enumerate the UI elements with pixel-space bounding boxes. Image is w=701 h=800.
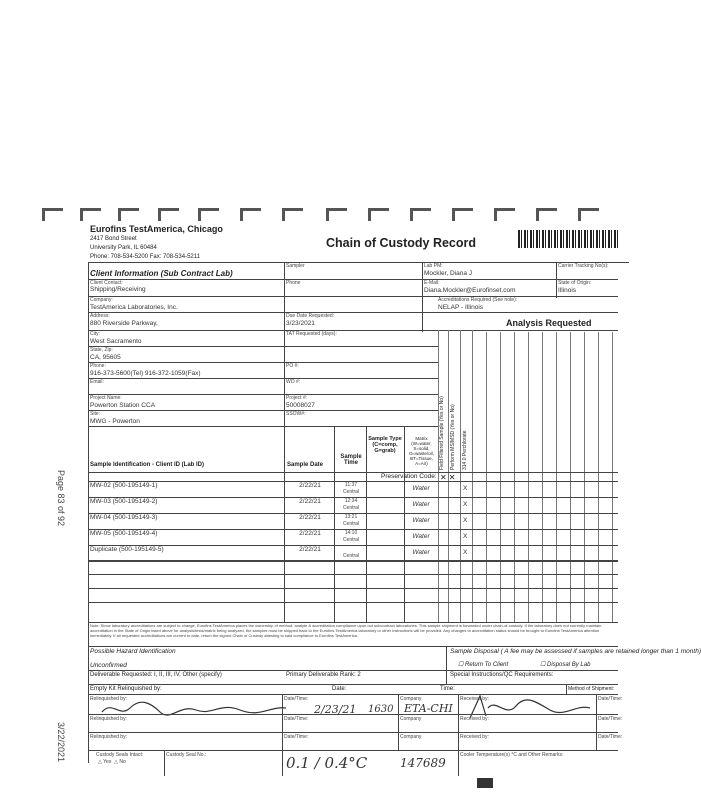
sample-timezone: Central [342,553,360,559]
sample-id: MW-02 (500-195149-1) [90,482,158,489]
relinquished-by-label-1: Relinquished by: [90,696,127,702]
datetime-label-1b: Date/Time: [598,696,623,702]
preservation-label: Preservation Code: [381,473,437,480]
sample-date-header: Sample Date [287,462,324,468]
sample-id: MW-04 (500-195149-3) [90,514,158,521]
due-date-label: Due Date Requested: [286,313,335,319]
project-name-value: Powerton Station CCA [90,402,156,409]
form-title: Chain of Custody Record [326,236,477,250]
city-label: City: [90,331,100,337]
relinquished-by-label-2: Relinquished by: [90,716,127,722]
receiver-signature [466,694,594,727]
accreditation-note: Note: Since laboratory accreditations are subject to change, Eurofins TestAmerica places the ownership of method, analyte & accreditation compliance upon out subcontract laboratories. This sample shipment is forwarded under chain-of-custody. If the laboratory does not currently maintain accreditation in the State of Origin listed above for analysis/tests/matrix being analyzed, the samples must be shipped back to the Eurofins TestAmerica laboratory or other instructions will be provided. Any changes to accreditation status should be brought to Eurofins TestAmerica attention immediately. If all requested accreditations are current to date, return the signed Chain of Custody attesting to said compliance to Eurofins TestAmerica. [90,623,602,638]
sample-id-header: Sample Identification - Client ID (Lab ID) [90,462,205,468]
cooler-temp-value: 0.1 / 0.4°C [286,754,368,772]
sample-timezone: Central [342,489,360,495]
po-label: PO #: [286,363,299,369]
sample-matrix: Water [412,533,430,540]
carrier-label: Carrier Tracking No(s): [558,263,609,269]
site-value: MWG - Powerton [90,418,140,425]
sample-timezone: Central [342,521,360,527]
perchlorate-header: 314.0 Perchlorate [462,430,468,470]
sample-matrix: Water [412,549,430,556]
analysis-requested-heading: Analysis Requested [506,318,592,328]
perchlorate-check: X [463,549,468,556]
disposal-by-lab-label: Disposal By Lab [547,662,591,668]
address-value: 880 Riverside Parkway, [90,320,158,327]
perform-msd-header: Perform MS/MSD (Yes or No) [450,404,456,470]
client-contact-label: Client Contact: [90,280,123,286]
company-label-1: Company [400,696,422,702]
sample-timezone: Central [342,537,360,543]
city-value: West Sacramento [90,338,142,345]
perchlorate-check: X [463,533,468,540]
scan-corner-mark [477,778,493,788]
accreditations-value: NELAP - Illinois [438,304,484,311]
barcode-graphic [518,230,618,248]
sample-type-header: Sample Type (C=comp, G=grab) [368,436,402,454]
client-contact-value: Shipping/Receiving [90,286,146,293]
company-label-3: Company [400,734,422,740]
datetime-label-3b: Date/Time: [598,734,623,740]
state-zip-label: State, Zip: [90,347,113,353]
datetime-label-2b: Date/Time: [598,716,623,722]
page-number: Page 83 of 92 [56,470,66,527]
address-label: Address: [90,313,110,319]
received-by-label-3: Received by: [460,734,489,740]
phone2-value: 916-373-5600(Tel) 916-372-1059(Fax) [90,370,201,377]
return-to-client-label: Return To Client [465,662,509,668]
accreditations-label: Accreditations Required (See note): [438,297,518,303]
sample-time-header: Sample Time [340,454,362,466]
relinquished-by-label-3: Relinquished by: [90,734,127,740]
deliverable-label: Deliverable Requested: I, II, III, IV, Other (specify) [90,672,222,678]
return-to-client[interactable]: ☐ Return To Client [458,662,509,668]
perchlorate-check: X [463,517,468,524]
field-filtered-header: Field Filtered Sample (Yes or No) [439,396,445,470]
cooler-temp-label: Cooler Temperature(s) °C and Other Remarks: [460,752,564,758]
company-label-2: Company [400,716,422,722]
sample-id: MW-05 (500-195149-4) [90,530,158,537]
project-no-label: Project #: [286,395,308,401]
relinquished-company: ETA-CHI [404,702,453,715]
ssow-label: SSOW#: [286,411,306,417]
sample-date: 2/22/21 [299,514,321,521]
company-label: Company: [90,297,113,303]
sample-matrix: Water [412,485,430,492]
lab-street: 2417 Bond Street [90,236,137,242]
sample-timezone: Central [342,505,360,511]
sample-matrix: Water [412,517,430,524]
disposal-by-lab[interactable]: ☐ Disposal By Lab [540,662,591,668]
sample-date: 2/22/21 [299,482,321,489]
company-value: TestAmerica Laboratories, Inc. [90,304,178,311]
sample-matrix: Water [412,501,430,508]
project-name-label: Project Name: [90,395,122,401]
phone2-label: Phone: [90,363,106,369]
wo-label: WO #: [286,379,301,385]
seals-yes[interactable]: Yes [103,759,112,765]
primary-deliverable: Primary Deliverable Rank: 2 [286,672,361,678]
relinquished-date: 2/23/21 [314,703,357,716]
tat-label: TAT Requested (days): [286,331,337,337]
preservation-marks: ✕✕ [440,473,458,482]
sample-date: 2/22/21 [299,530,321,537]
site-label: Site: [90,411,101,417]
perchlorate-check: X [463,485,468,492]
matrix-header: Matrix (W=water, S=solid, O=waste/oil, BT=Tissue, A=Air) [409,436,434,466]
state-zip-value: CA, 95605 [90,354,121,361]
lab-city: University Park, IL 60484 [90,245,157,251]
tracking-value: 147689 [400,756,446,770]
lab-name: Eurofins TestAmerica, Chicago [90,224,223,234]
datetime-label-3: Date/Time: [284,734,309,740]
seals-options: △ Yes △ No [98,759,126,765]
hazard-value: Unconfirmed [90,662,127,669]
phone-label: Phone [286,280,301,286]
email-value: Diana.Mockler@Eurofinset.com [424,287,516,294]
sample-id: Duplicate (500-195149-5) [90,546,164,553]
seals-intact-label: Custody Seals Intact: [96,752,144,758]
sample-time: 13:21 [344,514,358,520]
datetime-label-1: Date/Time: [284,696,309,702]
special-instructions: Special Instructions/QC Requirements: [450,672,554,678]
time-label: Time: [440,686,455,692]
lab-pm-value: Mockler, Diana J [424,270,473,277]
perchlorate-check: X [463,501,468,508]
lab-phone: Phone: 708-534-5200 Fax: 708-534-5211 [90,254,200,260]
relinquished-time: 1630 [368,704,394,715]
sample-date: 2/22/21 [299,498,321,505]
sample-time: 14:10 [344,530,358,536]
project-no-value: 50008027 [286,402,315,409]
disposal-label: Sample Disposal ( A fee may be assessed if samples are retained longer than 1 month) [450,648,701,655]
due-date-value: 3/23/2021 [286,320,315,327]
datetime-label-2: Date/Time: [284,716,309,722]
method-shipment-label: Method of Shipment: [568,686,615,692]
received-by-label-2: Received by: [460,716,489,722]
sample-time: 11:37 [344,482,358,488]
seal-no-label: Custody Seal No.: [166,752,207,758]
client-info-title: Client Information (Sub Contract Lab) [90,269,233,278]
seals-no[interactable]: No [119,759,126,765]
sample-date: 2/22/21 [299,546,321,553]
empty-kit-label: Empty Kit Relinquished by: [90,686,162,692]
row-divider [88,561,618,562]
state-origin-value: Illinois [558,287,577,294]
received-by-label-1: Received by: [460,696,489,702]
email-label: E-Mail: [424,280,440,286]
sampler-label: Sampler [286,263,305,269]
lab-pm-label: Lab PM: [424,263,443,269]
page-date: 3/22/2021 [56,722,66,763]
sample-time: 12:34 [344,498,358,504]
hazard-label: Possible Hazard Identification [90,648,176,655]
email2-label: Email: [90,379,104,385]
date-label: Date: [332,686,347,692]
state-origin-label: State of Origin: [558,280,592,286]
relinquisher-signature [100,698,290,725]
sample-id: MW-03 (500-195149-2) [90,498,158,505]
